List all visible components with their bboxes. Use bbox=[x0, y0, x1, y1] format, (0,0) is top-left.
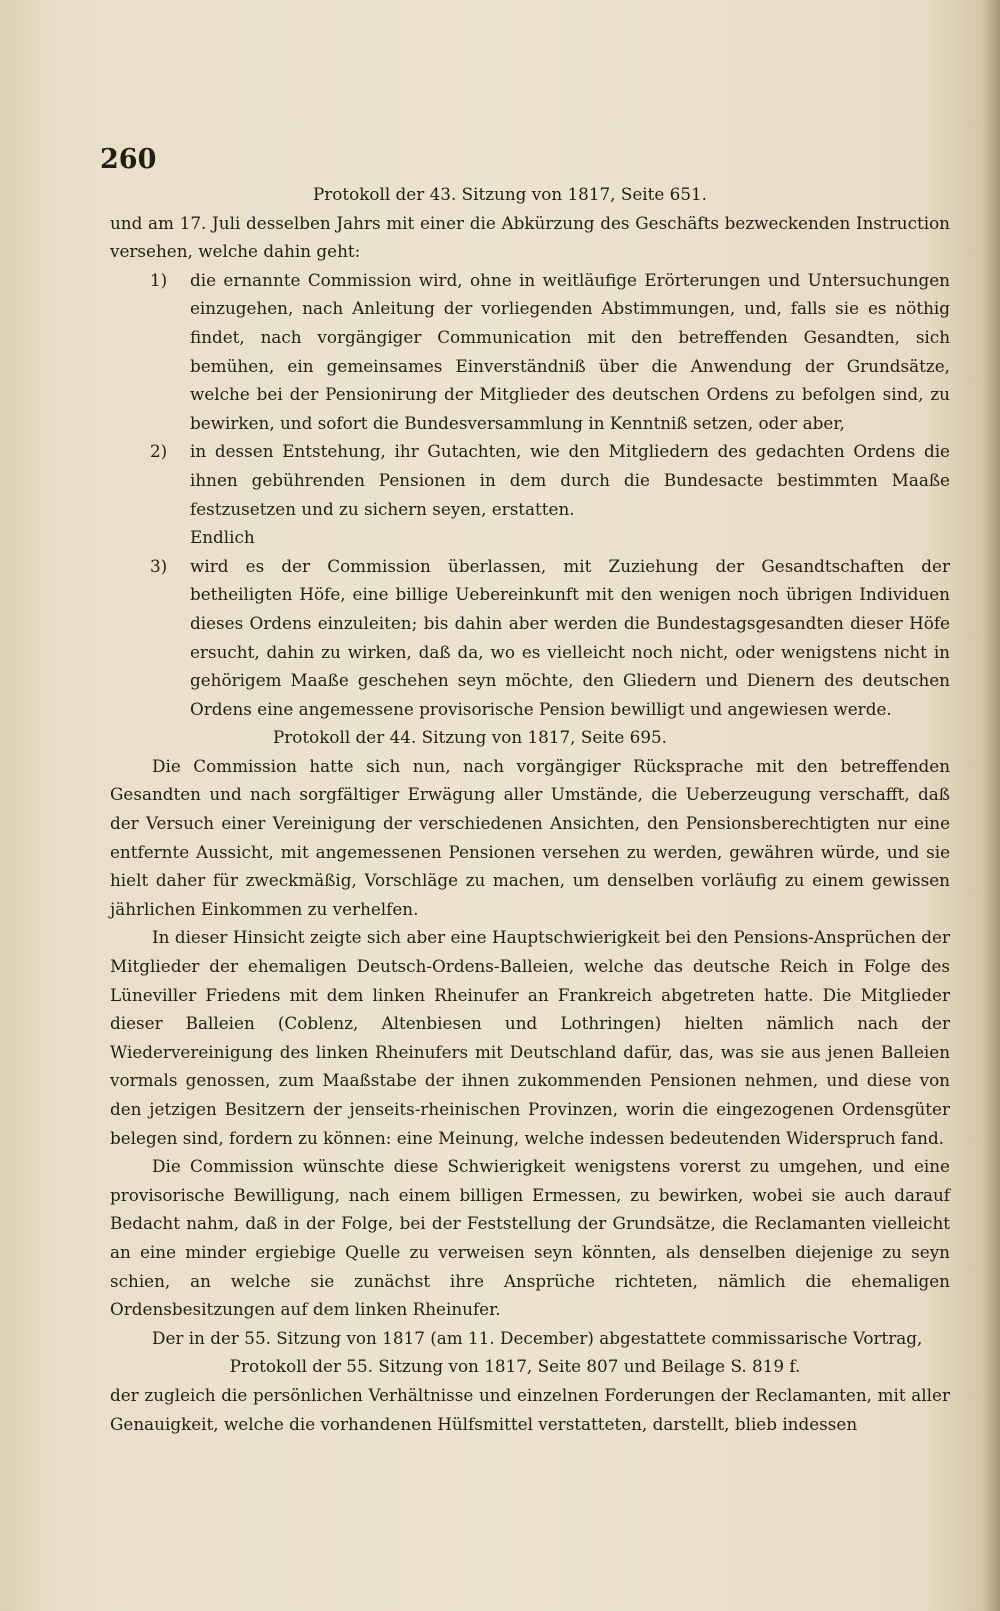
instruction-item-1 bbox=[150, 266, 950, 438]
paragraph-provisional: Die Commission wünschte diese Schwierigkeit wenigstens vorerst zu umgehen, und eine provisorische Bewilligung, nach einem billigen Ermessen, zu bewirken, wobei sie auch darauf Bedacht nahm, daß in der Folge, bei der Feststellung der Grundsätze, die Reclamanten vielleicht an eine minder ergiebige Quelle zu verweisen seyn könnten, als denselben diejenige zu seyn schien, an welche sie zunächst ihre Ansprüche richteten, nämlich die ehemaligen Ordensbesitzungen auf dem linken Rheinufer. bbox=[110, 1156, 950, 1320]
paragraph-final: der zugleich die persönlichen Verhältnisse und einzelnen Forderungen der Reclamanten, mit aller Genauigkeit, welche die vorhandenen Hülfsmittel verstatteten, darstellt, blieb indessen bbox=[110, 1384, 950, 1434]
endlich-line: Endlich bbox=[190, 527, 255, 548]
instruction-item-3 bbox=[150, 552, 950, 724]
protocol-reference-3: Protokoll der 55. Sitzung von 1817, Seite 807 und Beilage S. 819 f. bbox=[229, 1356, 801, 1377]
paragraph-difficulty: In dieser Hinsicht zeigte sich aber eine Hauptschwierigkeit bei den Pensions-Ansprüchen der Mitglieder der ehemaligen Deutsch-Ordens-Balleien, welche das deutsche Reich in Folge des Lüneviller Friedens mit dem linken Rheinufer an Frankreich abgetreten hatte. Die Mitglieder dieser Balleien (Coblenz, Altenbiesen und Lothringen) hielten nämlich nach der Wiedervereinigung des linken Rheinufers mit Deutschland dafür, das, was sie aus jenen Balleien vormals genossen, zum Maaßstabe der ihnen zukommenden Pensionen nehmen, und diese von den jetzigen Besitzern der jenseits-rheinischen Provinzen, worin die eingezogenen Ordensgüter belegen sind, fordern zu können: eine Meinung, welche indessen bedeutenden Widerspruch fand. bbox=[110, 927, 950, 1148]
paragraph-commission: Die Commission hatte sich nun, nach vorgängiger Rücksprache mit den betreffenden Gesandten und nach sorgfältiger Erwägung aller Umstände, die Ueberzeugung verschafft, daß der Versuch einer Vereinigung der verschiedenen Ansichten, den Pensionsberechtigten nur eine entfernte Aussicht, mit angemessenen Pensionen versehen zu werden, gewähren würde, und sie hielt daher für zweckmäßig, Vorschläge zu machen, um denselben vorläufig zu einem gewissen jährlichen Einkommen zu verhelfen. bbox=[110, 755, 950, 919]
item-1-number: 1) bbox=[150, 269, 168, 290]
page-number: 260 bbox=[100, 144, 157, 175]
page-content bbox=[100, 140, 950, 1438]
item-1-text: die ernannte Commission wird, ohne in weitläufige Erörterungen und Untersuchungen einzugehen, nach Anleitung der vorliegenden Abstimmungen, und, falls sie es nöthig findet, nach vorgängiger Communication mit den betreffenden Gesandten, sich bemühen, ein gemeinsames Einverständniß über die Anwendung der Grundsätze, welche bei der Pensionirung der Mitglieder des deutschen Ordens zu befolgen sind, zu bewirken, und sofort die Bundesversammlung in Kenntniß setzen, oder aber, bbox=[190, 269, 950, 433]
item-2-number: 2) bbox=[150, 441, 168, 462]
paragraph-report: Der in der 55. Sitzung von 1817 (am 11. December) abgestattete commissarische Vortrag, bbox=[152, 1327, 923, 1348]
instruction-item-2 bbox=[150, 437, 950, 523]
item-3-text: wird es der Commission überlassen, mit Zuziehung der Gesandtschaften der betheiligten Höfe, eine billige Uebereinkunft mit den wenigen noch übrigen Individuen dieses Ordens einzuleiten; bis dahin aber werden die Bundestagsgesandten dieser Höfe ersucht, dahin zu wirken, daß da, wo es vielleicht noch nicht, oder wenigstens nicht in gehörigem Maaße geschehen seyn möchte, den Gliedern und Dienern des deutschen Ordens eine angemessene provisorische Pension bewilligt und angewiesen werde. bbox=[190, 555, 950, 719]
protocol-reference-1: Protokoll der 43. Sitzung von 1817, Seite 651. bbox=[312, 184, 708, 204]
paragraph-intro: und am 17. Juli desselben Jahrs mit einer die Abkürzung des Geschäfts bezweckenden Instruction versehen, welche dahin geht: bbox=[110, 212, 950, 262]
item-2-text: in dessen Entstehung, ihr Gutachten, wie den Mitgliedern des gedachten Ordens die ihnen gebührenden Pensionen in dem durch die Bundesacte bestimmten Maaße festzusetzen und zu sichern seyen, erstatten. bbox=[190, 441, 950, 519]
protocol-reference-2: Protokoll der 44. Sitzung von 1817, Seite 695. bbox=[272, 727, 668, 748]
item-3-number: 3) bbox=[150, 555, 168, 576]
page-edge-shadow bbox=[982, 0, 1000, 1611]
